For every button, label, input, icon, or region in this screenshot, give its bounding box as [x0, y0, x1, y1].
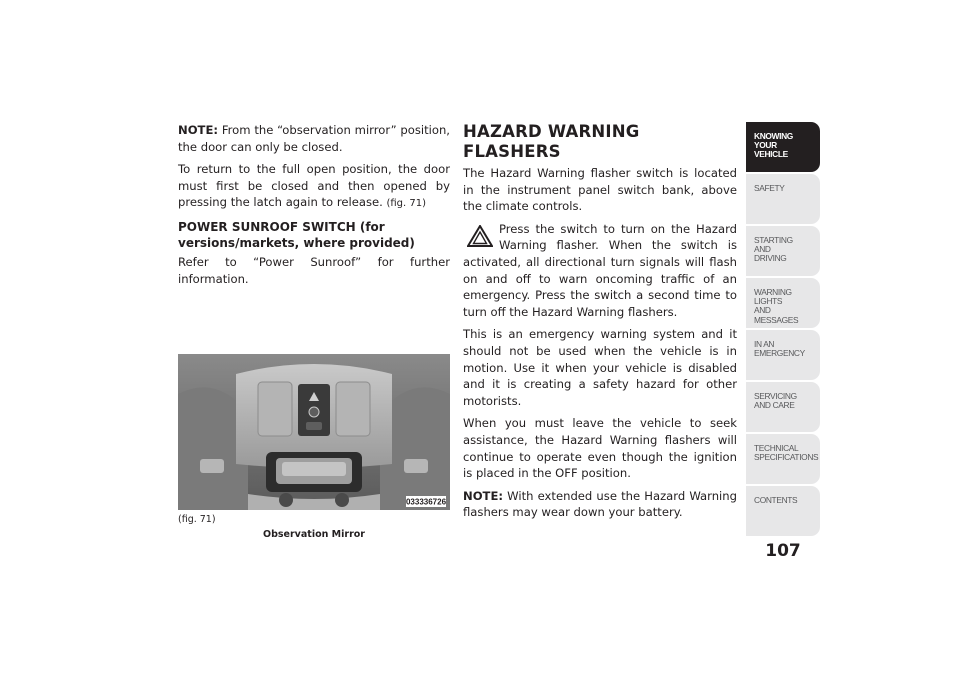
note-text: With extended use the Hazard Warning flashers may wear down your battery. — [463, 488, 737, 520]
observation-mirror-photo — [178, 354, 450, 510]
note-text: From the “observation mirror” position, the door can only be closed. — [178, 123, 450, 154]
body-text: To return to the full open position, the door must first be closed and then opened by pressing the latch again to release. — [178, 162, 450, 210]
body-paragraph: When you must leave the vehicle to seek assistance, the Hazard Warning flashers will continue to operate even though the ignition is placed in the OFF position. — [463, 416, 737, 481]
image-code: 033336726 — [405, 497, 447, 507]
section-subheading: POWER SUNROOF SWITCH (for versions/markets, where provided) — [178, 219, 415, 250]
note-paragraph — [463, 488, 737, 521]
figure-caption: (fig. 71) — [178, 514, 216, 525]
body-paragraph — [178, 161, 450, 213]
hazard-triangle-icon — [467, 225, 493, 247]
note-label: NOTE: — [463, 488, 504, 503]
note-paragraph — [178, 122, 450, 155]
note-label: NOTE: — [178, 123, 219, 137]
tab-warning-lights-and-messages[interactable]: WARNING LIGHTS AND MESSAGES — [746, 278, 820, 328]
tab-knowing-your-vehicle[interactable]: KNOWING YOUR VEHICLE — [746, 122, 820, 172]
tab-servicing-and-care[interactable]: SERVICING AND CARE — [746, 382, 820, 432]
tab-starting-and-driving[interactable]: STARTING AND DRIVING — [746, 226, 820, 276]
section-heading: HAZARD WARNING FLASHERS — [463, 122, 640, 161]
tab-technical-specifications[interactable]: TECHNICAL SPECIFICATIONS — [746, 434, 820, 484]
body-paragraph: This is an emergency warning system and it should not be used when the vehicle is in motion. Use it when your vehicle is disabled and it is creating a safety hazard for other motorists. — [463, 327, 737, 408]
chapter-tabs — [746, 122, 820, 538]
tab-contents[interactable]: CONTENTS — [746, 486, 820, 536]
left-column — [178, 122, 450, 293]
tab-in-an-emergency[interactable]: IN AN EMERGENCY — [746, 330, 820, 380]
figure-title: Observation Mirror — [263, 529, 365, 540]
warning-block — [463, 221, 737, 321]
page-number: 107 — [765, 541, 801, 561]
body-paragraph: Press the switch to turn on the Hazard Warning flasher. When the switch is activated, all directional turn signals will flash on and off to warn oncoming traffic of an emergency. Press the switch a second time to turn off the Hazard Warning flashers. — [463, 221, 737, 319]
right-column — [463, 122, 737, 527]
overhead-console-illustration — [178, 354, 450, 510]
tab-safety[interactable]: SAFETY — [746, 174, 820, 224]
body-paragraph: The Hazard Warning flasher switch is located in the instrument panel switch bank, above the climate controls. — [463, 166, 737, 214]
figure-reference: (fig. 71) — [386, 198, 427, 210]
body-paragraph: Refer to “Power Sunroof” for further information. — [178, 254, 450, 286]
